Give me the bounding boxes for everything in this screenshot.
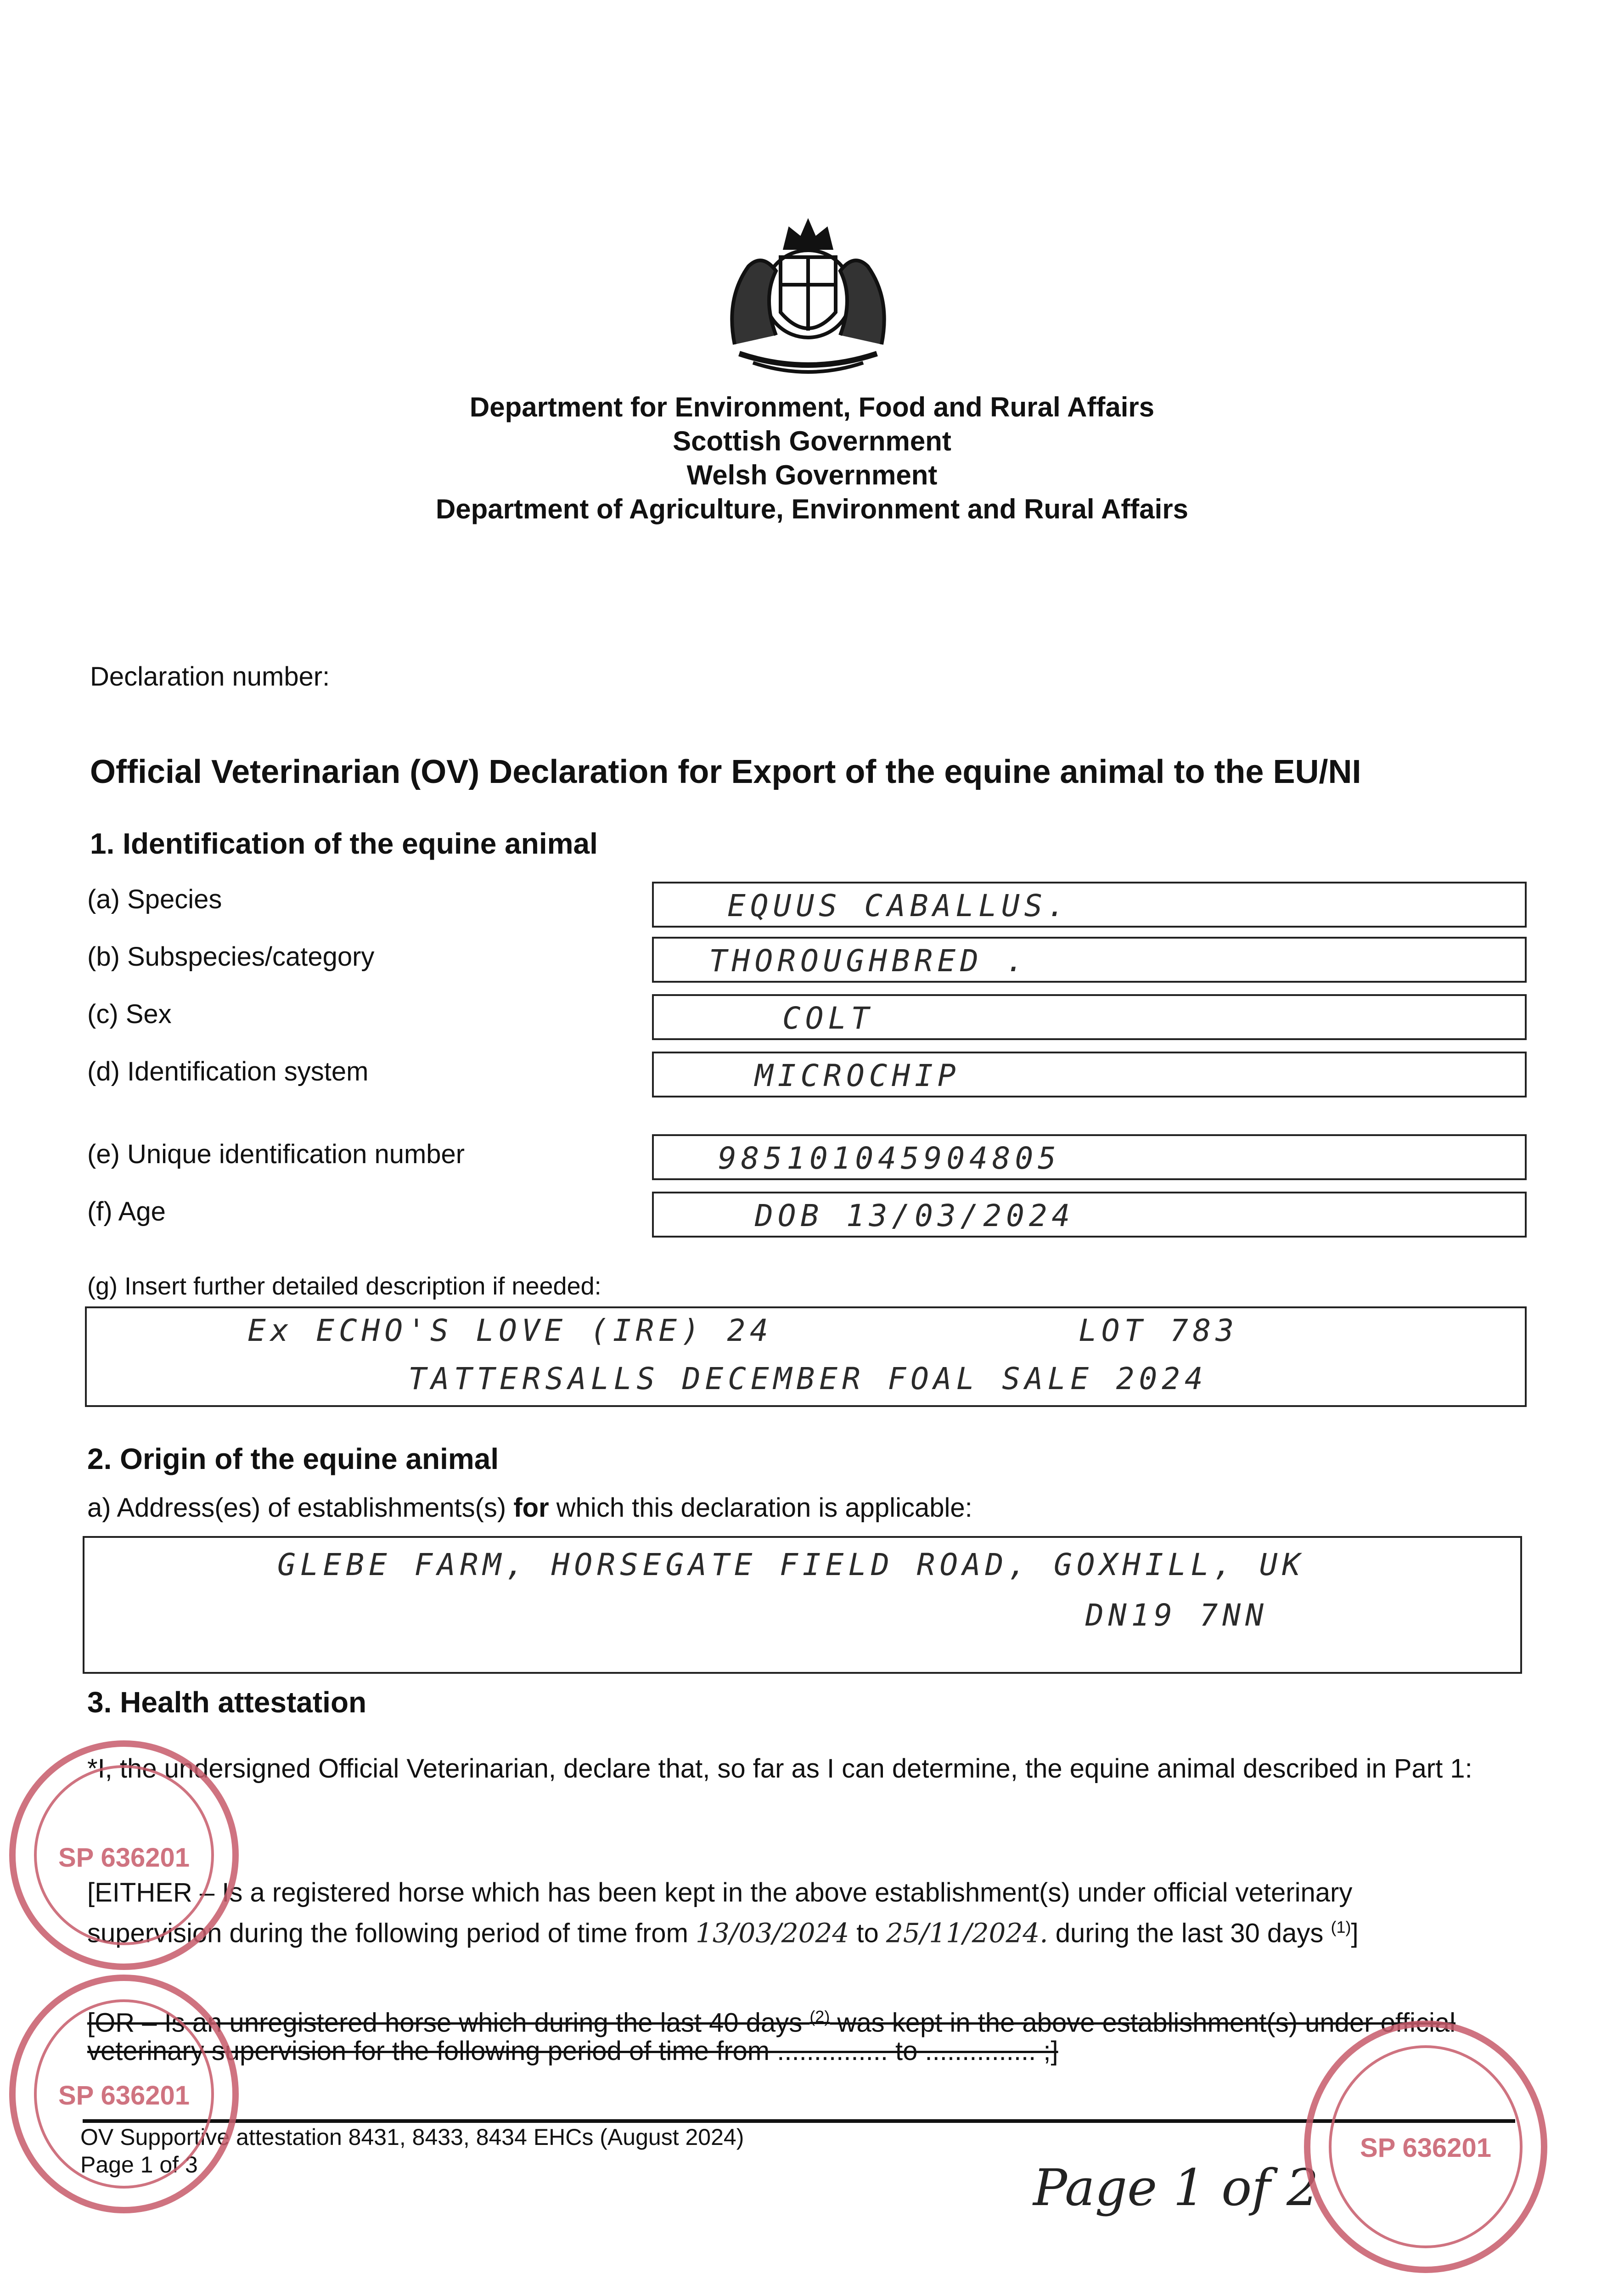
dept-defra: Department for Environment, Food and Rural Affairs [469, 392, 1155, 422]
description-label: (g) Insert further detailed description if needed: [87, 1272, 601, 1300]
either-to-word: to [849, 1918, 886, 1948]
or-text-a: [OR – Is an unregistered horse which during the last 40 days [87, 2008, 810, 2038]
either-text-a: supervision during the following period of time from [87, 1918, 696, 1948]
idsystem-field[interactable] [652, 1052, 1527, 1097]
subspecies-field[interactable] [652, 937, 1527, 983]
either-line2 [87, 1910, 1529, 1950]
uid-label: (e) Unique identification number [87, 1139, 465, 1169]
official-vet-stamp-top [9, 1740, 239, 1970]
species-label: (a) Species [87, 884, 222, 914]
address-field[interactable] [83, 1536, 1522, 1674]
either-to-date: 25/11/2024. [886, 1917, 1048, 1949]
sex-field[interactable] [652, 994, 1527, 1040]
description-line1a: Ex ECHO'S LOVE (IRE) 24 [247, 1313, 773, 1348]
idsystem-value: MICROCHIP [755, 1058, 961, 1093]
species-field[interactable] [652, 882, 1527, 928]
address-label-post: which this declaration is applicable: [549, 1493, 972, 1523]
either-line1: [EITHER – Is a registered horse which has been kept in the above establishment(s) under official veterinary [87, 1878, 1353, 1908]
or-line2: veterinary supervision for the following period of time from ............... to ............... ;] [87, 2036, 1058, 2066]
address-line2: DN19 7NN [1085, 1598, 1268, 1633]
sex-value: COLT [782, 1001, 874, 1036]
section2-heading: 2. Origin of the equine animal [87, 1442, 499, 1475]
declaration-number-label: Declaration number: [90, 662, 330, 692]
address-label-bold: for [513, 1493, 549, 1523]
age-label: (f) Age [87, 1197, 166, 1227]
subspecies-label: (b) Subspecies/category [87, 942, 375, 972]
stamp-number: SP 636201 [58, 2081, 190, 2111]
footer-page-number: Page 1 of 3 [80, 2152, 198, 2178]
age-value: DOB 13/03/2024 [755, 1198, 1075, 1233]
address-label-pre: a) Address(es) of establishments(s) [87, 1493, 514, 1523]
dept-welsh-government: Welsh Government [686, 460, 938, 490]
uid-field[interactable] [652, 1134, 1527, 1180]
or-text-b: was kept in the above establishment(s) under official [830, 2008, 1455, 2038]
stamp-number: SP 636201 [1360, 2133, 1491, 2163]
either-close: ] [1351, 1918, 1359, 1948]
description-field[interactable] [85, 1306, 1527, 1405]
either-from-date: 13/03/2024 [696, 1917, 849, 1949]
idsystem-label: (d) Identification system [87, 1057, 369, 1086]
official-vet-stamp-bottom [1304, 2020, 1547, 2273]
subspecies-value: THOROUGHBRED . [709, 943, 1029, 979]
dept-daera: Department of Agriculture, Environment and Rural Affairs [435, 494, 1189, 524]
or-footnote: (2) [809, 2007, 830, 2026]
footer-attestation: OV Supportive attestation 8431, 8433, 8434 EHCs (August 2024) [80, 2124, 744, 2150]
age-field[interactable] [652, 1192, 1527, 1238]
uid-value: 985101045904805 [718, 1141, 1061, 1176]
footer-rule [83, 2119, 1515, 2123]
description-line1b: LOT 783 [1079, 1313, 1239, 1348]
page-title: Official Veterinarian (OV) Declaration for Export of the equine animal to the EU/NI [90, 754, 1361, 790]
official-vet-stamp-middle [9, 1975, 239, 2213]
description-bottom-rule [85, 1405, 1527, 1407]
address-label [87, 1492, 972, 1523]
section1-heading: 1. Identification of the equine animal [90, 827, 598, 860]
description-line2: TATTERSALLS DECEMBER FOAL SALE 2024 [408, 1361, 1208, 1396]
address-line1: GLEBE FARM, HORSEGATE FIELD ROAD, GOXHILL, UK [277, 1547, 1305, 1582]
either-footnote: (1) [1331, 1918, 1351, 1936]
stamp-number: SP 636201 [58, 1842, 190, 1873]
dept-scottish-government: Scottish Government [673, 426, 951, 456]
either-text-b: during the last 30 days [1048, 1918, 1331, 1948]
section3-heading: 3. Health attestation [87, 1686, 367, 1719]
handwritten-page-note: Page 1 of 2 [1033, 2158, 1319, 2217]
species-value: EQUUS CABALLUS. [727, 888, 1070, 923]
attestation-paragraph: *I, the undersigned Official Veterinarian, declare that, so far as I can determine, the equine animal described in Part 1: [87, 1754, 1472, 1784]
coat-of-arms-logo [707, 216, 909, 381]
sex-label: (c) Sex [87, 999, 172, 1029]
